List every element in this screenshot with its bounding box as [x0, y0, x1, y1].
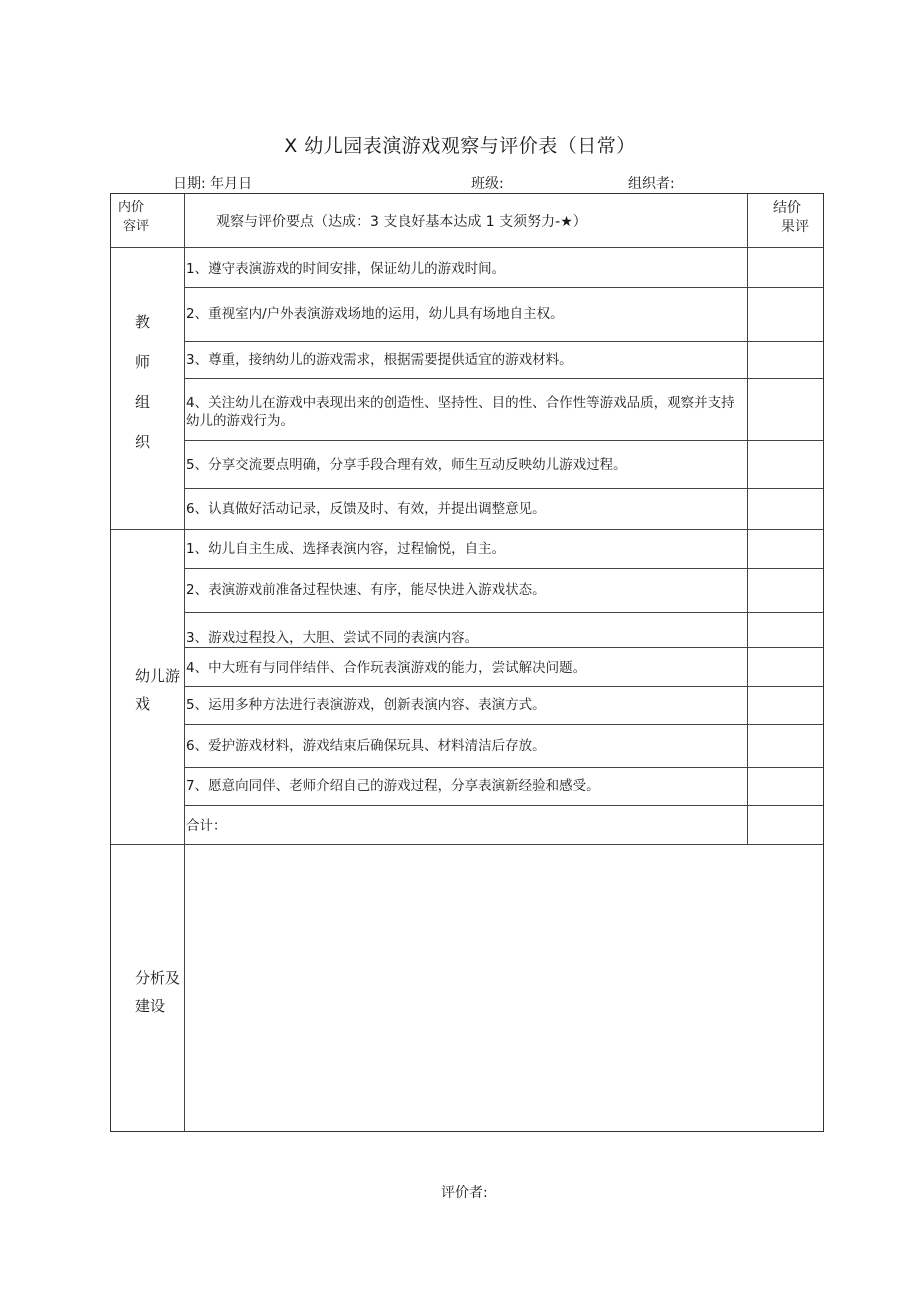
- col-divider-left: [184, 194, 185, 1132]
- date-label: 日期: 年月日: [173, 176, 253, 192]
- criteria-item: 7、愿意向同伴、老师介绍自己的游戏过程，分享表演新经验和感受。: [186, 778, 600, 794]
- header-criteria: 观察与评价要点（达成：3 支良好基本达成 1 支须努力-★）: [216, 214, 587, 230]
- organizer-label: 组织者:: [628, 176, 675, 192]
- criteria-item: 1、遵守表演游戏的时间安排，保证幼儿的游戏时间。: [186, 261, 506, 277]
- criteria-item: 3、游戏过程投入，大胆、尝试不同的表演内容。: [186, 630, 479, 646]
- analysis-label-line: 建设: [135, 997, 166, 1015]
- criteria-item: 6、认真做好活动记录，反馈及时、有效，并提出调整意见。: [186, 501, 546, 517]
- category-teacher-char: 织: [135, 433, 151, 451]
- criteria-item: 4、中大班有与同伴结伴、合作玩表演游戏的能力，尝试解决问题。: [186, 660, 587, 676]
- criteria-item: 6、爱护游戏材料，游戏结束后确保玩具、材料清洁后存放。: [186, 738, 546, 754]
- criteria-item: 2、重视室内/户外表演游戏场地的运用，幼儿具有场地自主权。: [186, 306, 564, 322]
- col-divider-right: [747, 194, 748, 844]
- row-divider: [184, 287, 823, 288]
- header-divider: [111, 247, 823, 248]
- total-label: 合计：: [186, 818, 227, 834]
- header-content-line2: 容评: [122, 219, 149, 234]
- section-divider: [111, 529, 823, 530]
- evaluator-label: 评价者:: [441, 1185, 488, 1201]
- category-teacher-char: 组: [135, 393, 151, 411]
- category-children-line: 幼儿游: [135, 667, 181, 685]
- category-teacher-char: 教: [135, 313, 151, 331]
- row-divider: [184, 612, 823, 613]
- evaluation-table: [110, 193, 824, 1132]
- criteria-item: 5、运用多种方法进行表演游戏，创新表演内容、表演方式。: [186, 697, 546, 713]
- header-content-line1: 内价: [117, 200, 144, 215]
- criteria-item: 2、表演游戏前准备过程快速、有序，能尽快进入游戏状态。: [186, 582, 546, 598]
- category-teacher-char: 师: [135, 353, 151, 371]
- row-divider: [184, 440, 823, 441]
- row-divider: [184, 488, 823, 489]
- class-label: 班级:: [471, 176, 504, 192]
- criteria-item: 5、分享交流要点明确，分享手段合理有效，师生互动反映幼儿游戏过程。: [186, 457, 627, 473]
- header-result-line1: 结价: [773, 200, 801, 216]
- row-divider: [184, 341, 823, 342]
- row-divider: [184, 647, 823, 648]
- row-divider: [184, 767, 823, 768]
- row-divider: [184, 568, 823, 569]
- category-children-line: 戏: [135, 695, 151, 713]
- row-divider: [184, 805, 823, 806]
- criteria-item: 3、尊重，接纳幼儿的游戏需求，根据需要提供适宜的游戏材料。: [186, 352, 573, 368]
- row-divider: [184, 378, 823, 379]
- row-divider: [184, 724, 823, 725]
- row-divider: [184, 686, 823, 687]
- analysis-label-line: 分析及: [135, 969, 181, 987]
- criteria-item: 4、关注幼儿在游戏中表现出来的创造性、坚持性、目的性、合作性等游戏品质，观察并支持幼儿的游戏行为。: [186, 395, 735, 429]
- page-title: X 幼儿园表演游戏观察与评价表（日常）: [284, 135, 636, 157]
- section-divider: [111, 844, 823, 845]
- header-result-line2: 果评: [781, 219, 809, 235]
- criteria-item: 1、幼儿自主生成、选择表演内容，过程愉悦，自主。: [186, 541, 506, 557]
